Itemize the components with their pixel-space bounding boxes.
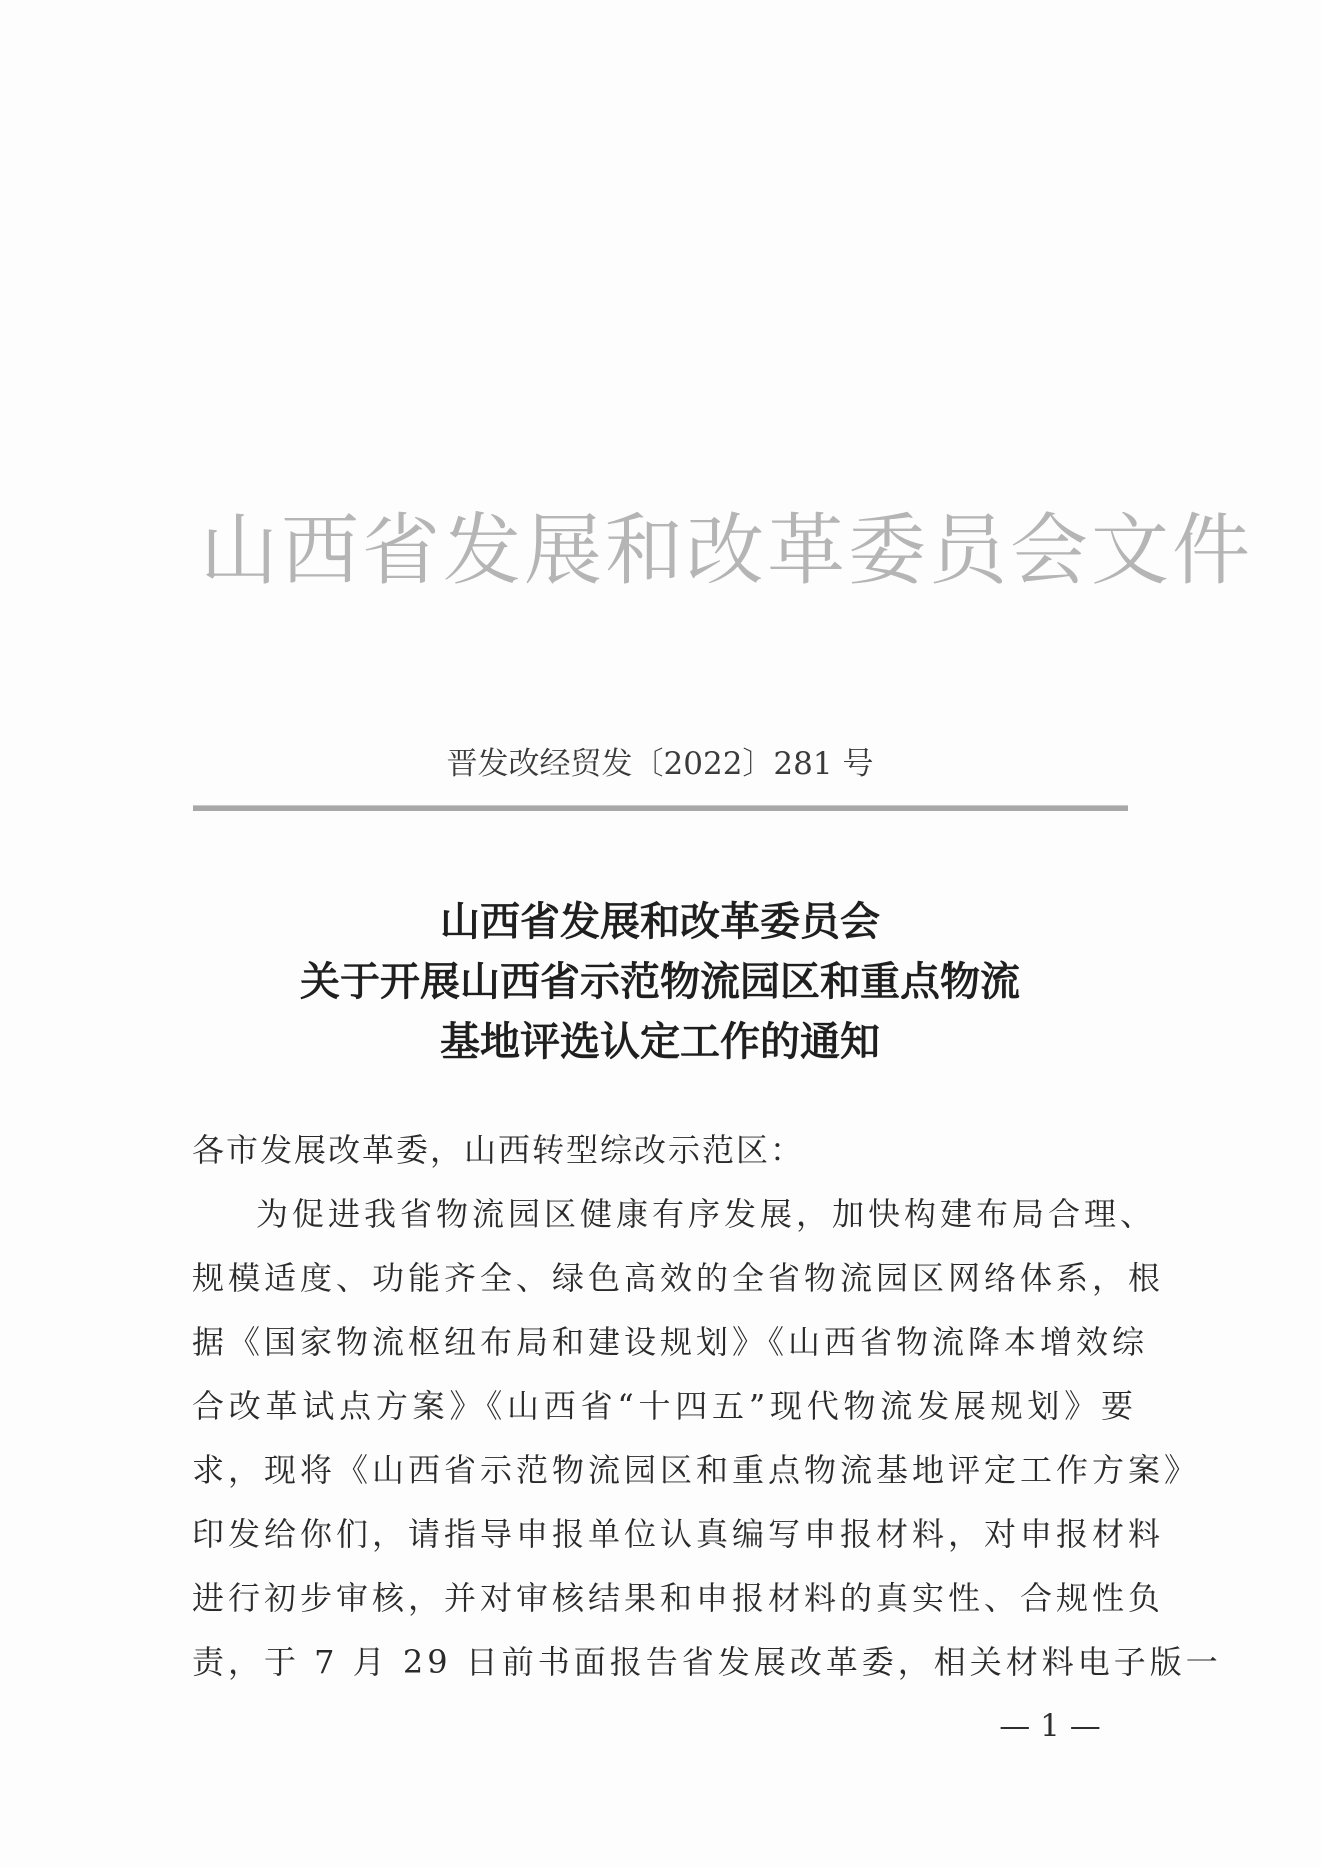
paragraph-line: 进行初步审核，并对审核结果和申报材料的真实性、合规性负 [192, 1579, 1165, 1617]
header-divider [193, 805, 1128, 811]
document-number: 晋发改经贸发〔2022〕281 号 [446, 746, 874, 782]
title-line: 关于开展山西省示范物流园区和重点物流 [300, 958, 1020, 1005]
paragraph-line: 求，现将《山西省示范物流园区和重点物流基地评定工作方案》 [192, 1451, 1201, 1489]
page-number: — 1 — [999, 1708, 1101, 1744]
document-body [192, 1118, 1222, 1694]
issuer-header: 山西省发展和改革委员会文件 [200, 506, 1254, 596]
title-line: 山西省发展和改革委员会 [440, 898, 880, 945]
paragraph-line: 合改革试点方案》《山西省“十四五”现代物流发展规划》要 [192, 1387, 1137, 1425]
paragraph-line: 印发给你们，请指导申报单位认真编写申报材料，对申报材料 [192, 1515, 1165, 1553]
title-line: 基地评选认定工作的通知 [440, 1018, 880, 1065]
document-title [180, 892, 1140, 1072]
salutation: 各市发展改革委，山西转型综改示范区： [192, 1131, 805, 1169]
paragraph-line: 责，于 7 月 29 日前书面报告省发展改革委，相关材料电子版一 [192, 1643, 1222, 1681]
paragraph-line: 为促进我省物流园区健康有序发展，加快构建布局合理、 [256, 1195, 1157, 1233]
paragraph-line: 据《国家物流枢纽布局和建设规划》《山西省物流降本增效综 [192, 1323, 1149, 1361]
paragraph-line: 规模适度、功能齐全、绿色高效的全省物流园区网络体系，根 [192, 1259, 1165, 1297]
